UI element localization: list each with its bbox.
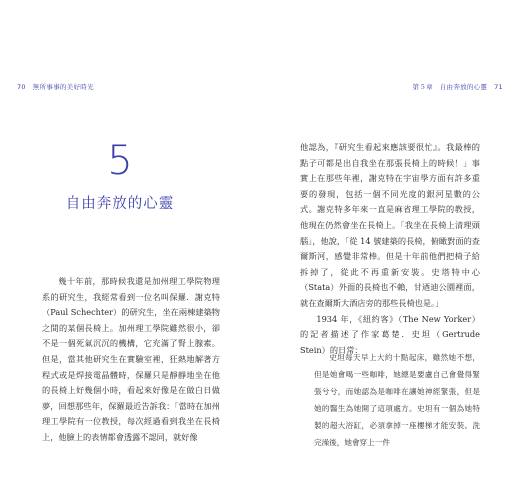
paragraph: 幾十年前，那時候我還是加州理工學院物理系的研究生，我經常看到一位名叫保羅．謝克特（Paul Schechter）的研究生，坐在兩棟建築物之間的某個長椅上。加州理工學院雖然很小，卻不是一個死氣沉沉的機構，它充滿了腎上腺素。但是，當其他研究生在實驗室裡，狂熱地解著方程式或是焊接電晶體時，保羅只是靜靜地坐在他的長椅上好幾個小時，看起來好像是在做白日做夢，回想那些年，保羅最近告訴我：「當時在加州理工學院有一位教授，每次經過看到我坐在長椅上，他臉上的表情都會透露不認同，就好像 [42,276,220,442]
running-head-right: 第５章 自由奔放的心靈 71 [412,83,503,91]
right-body-text [300,140,480,358]
paragraph: 1934 年，《紐約客》（The New Yorker）的記者描述了作家葛楚．史坦（Gertrude Stein）的日常： [300,313,480,355]
chapter-title: 自由奔放的心靈 [65,196,175,212]
block-quote: 史坦每天早上大約十點起床，雖然她不想，但是她會喝一些咖啡，她總是要盧自己會覺得緊張兮兮，而她認為是咖啡在讓她神經緊張，但是她的醫生為她開了這項處方。史坦有一個為她特製的超大浴缸，必須拿掉一座樓梯才能安裝。洗完澡後，她會穿上一件 [314,353,480,447]
chapter-number: 5 [107,138,133,184]
running-head-left: 70 無所事事的美好時光 [17,83,94,91]
left-body-text [42,274,220,446]
paragraph: 他認為，『研究生看起來應該要很忙』。我最棒的點子可都是出自我坐在那張長椅上的時候！」事實上在那些年裡，謝克特在宇宙學方面有許多重要的發現，包括一個不同光度的銀河星數的公式。謝克特多年來一直是麻省理工學院的教授，他現在仍然會坐在長椅上。「我坐在長椅上清理頭腦」，他說，「從 14 號建築的長椅，俯瞰對面的查爾斯河，感覺非常棒。但是十年前他們把椅子給拆掉了，從此不再重新安裝。史塔特中心（Stata）外面的長椅也不賴，甘迺迪公園裡面，就在查爾斯大酒店旁的那些長椅也是。」 [300,142,480,308]
